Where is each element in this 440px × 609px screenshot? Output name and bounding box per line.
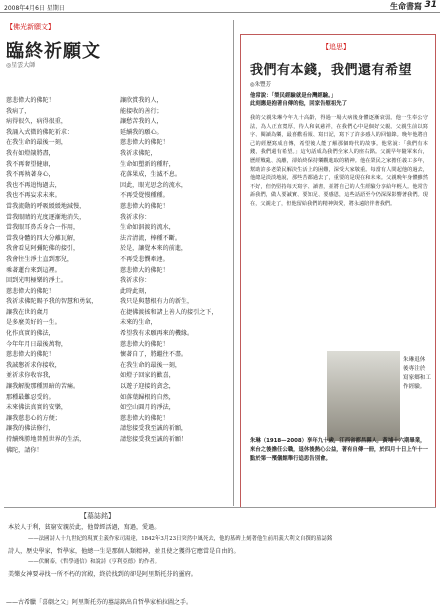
memorial-tag: 【追思】 (322, 43, 350, 51)
poem-line: 讓我慈悲心的方便； (6, 414, 61, 422)
poem-line: 我不再奢望健康， (6, 160, 55, 168)
poem-line: 當我眼睛的光度逐漸地消失， (6, 213, 86, 221)
article-author: ◎星雲大師 (6, 62, 36, 69)
epitaph-tag: 【墓誌銘】 (80, 512, 115, 520)
poem-line: 在我生命的最後一刻， (6, 139, 67, 147)
poem-line: 慈悲偉大的佛陀！ (120, 202, 169, 210)
poem-line: 不再受覺慢種種。 (120, 192, 169, 200)
poem-line: 生命如塑新的種籽， (120, 160, 175, 168)
poem-line: 回到光明極樂的淨土。 (6, 277, 67, 285)
poem-line: 不再受悲憫牽連。 (120, 255, 169, 263)
poem-line: 我也不再妄求未來。 (6, 192, 61, 200)
poem-line: 以遊子迎接的貪念， (120, 383, 175, 391)
poem-line: 我會往生淨土直到那兒， (6, 255, 74, 263)
essay-body: 我的父親朱琳今年九十高齡，得過一場大病後身體逐漸衰弱。他一生奉公守法，為人正直寬厚，待人和氣慈祥，在我們心中是個好父親。父親生前以寫字、閱讀為樂，最喜歡看報、寫日記，寫下了許多感人的回憶錄。晚年他將自己的經歷寫成自傳，希望後人能了解那個時代的故事。他常說：「我們有本錢，我們還有希望。」這句話成為我們全家人的座右銘。父親早年隨軍來台，歷經戰亂、流離，卻始終保持樂觀進取的精神。他在榮民之家擔任義工多年，幫助許多老榮民解決生活上的困難，深受大家敬重。每當有人問起他的過去，他總是淡淡地說，那些苦都過去了，重要的是現在和未來。父親晚年身體雖然不好，但仍堅持每天寫字、讀書，並將自己的人生經驗分享給年輕人。他常告訴我們，做人要誠實、要知足、要感恩，這些話語至今仍深深影響著我們。現在，父親走了，但他留給我們的精神與愛，將永遠陪伴著我們。 (250, 115, 428, 207)
poem-line: 在我生命的最後一刻， (120, 361, 181, 369)
section-tag: 【佛光新願文】 (6, 23, 55, 31)
poem-line: 未來的生命， (120, 319, 157, 327)
biography: 朱琳（1918—2008）享年九十歲，江西省都昌縣人，黃埔十六期畢業，來台之後擔任公職，退休後熱心公益，著有自傳一冊，於四月十日上午十一點於第一殯儀館舉行追思告別會。 (250, 438, 428, 463)
article-title: 臨終祈願文 (6, 41, 101, 62)
essay-intro: 他常說：「榮民經驗就是台灣經驗。」 此刻應是抱著自傳的他，回家告慰祖先了 (250, 93, 348, 107)
poem-line: 慈悲偉大的佛陀！ (6, 351, 55, 359)
poem-line: 延續我的願心。 (120, 128, 163, 136)
poem-line: 懷著自了，將繼往不盡。 (120, 351, 188, 359)
poem-line: 我祈求佛陀， (120, 149, 157, 157)
poem-line: 花落果成，生滅不息。 (120, 171, 181, 179)
poem-line: 慈悲偉大的佛陀！ (120, 139, 169, 147)
poem-line: 因此，眼光思念的流水， (120, 181, 188, 189)
essay-byline: ◎朱豐芳 (250, 82, 271, 88)
poem-line: 佛陀，請你！ (6, 446, 43, 454)
poem-line: 慈悲偉大的佛陀！ (120, 414, 169, 422)
poem-line: 此時此刻， (120, 287, 151, 295)
poem-line: 我祈求你： (120, 213, 151, 221)
epitaph-list: 本於人于利，貧窮安親於此，他曾經活過，寫過，愛過。 ——法國詩人十九世紀的現實主義作家司湯達，1842年3月23日突然中風死去，他的墓碑上刻著他生前用義大利文自撰的墓誌銘 詩人，歷史學家，哲學家，他總一生是那個人類精神，並且使之獲得它應當是自由的。 ——伏爾泰，《哲學通信》和說詩《亨利亞德》的作者。 美樂女神要尋找一所不朽的宮殿，終於找到的卻是阿里斯托芬的靈府。 (8, 524, 333, 579)
column-name: 生命書寫 (390, 2, 422, 11)
poem-line: 持續殊勝地普照世界的生活， (6, 436, 86, 443)
column-divider (233, 20, 234, 506)
poem-line: 慈悲偉大的佛陀！ (120, 340, 169, 348)
poem-line: 那種最難忍受的。 (6, 393, 55, 401)
poem-line: 我誠懇祈求你接收， (6, 361, 61, 369)
poem-line: 病得很久，病得很重， (6, 118, 67, 126)
poem-line: 讓愁苦我的人， (120, 118, 163, 126)
poem-line: 化作真實的佛法， (6, 330, 55, 338)
page-header (0, 0, 440, 13)
poem-line: 未來佛法真實的安樂， (6, 404, 67, 412)
poem-line: 當我身體的四大分離瓦解， (6, 234, 80, 242)
poem-line: 當我流動的呼吸緩緩地減慢， (6, 202, 86, 210)
poem-line: 希望我有求願再來的機緣。 (120, 330, 194, 338)
poem-column-2 (120, 96, 225, 446)
poem-line: 我會看見阿彌陀佛的接引， (6, 245, 80, 253)
poem-line: 慈悲偉大的佛陀！ (6, 97, 55, 104)
poem-column-1 (6, 96, 116, 456)
poem-line: 能接收的善行； (120, 107, 163, 115)
poem-line: 我病了， (6, 107, 31, 115)
poem-line: 我祈求你： (120, 277, 151, 285)
poem-line: 當我眼耳鼻舌身合一作用， (6, 224, 80, 232)
poem-line: 我祈求佛陀賜予我的智慧和勇氣， (6, 298, 98, 306)
issue-date: 2008年4月6日 星期日 (4, 5, 65, 12)
photo-caption: 朱琳退休 後專注於 寫家鄉和工 作經驗。 (403, 357, 431, 390)
poem-line: 在捷佛渡搖和諸上善人的接引之下， (120, 308, 218, 316)
poem-line: 我只是與慧根有力的新生， (120, 298, 194, 306)
poem-line: 讓欣賞我的人， (120, 97, 163, 104)
poem-line: 是多麼美好的一生。 (6, 319, 61, 327)
poem-line: 我不再執著身心， (6, 171, 55, 179)
poem-line: 並祈求你收容我， (6, 372, 55, 380)
epitaph-footer: ——古希臘「喜劇之父」阿里斯托芬的墓誌銘出自哲學家柏拉圖之手。 (6, 599, 193, 606)
poem-line: 我也不再追悔過去， (6, 181, 61, 189)
poem-line: 我誦入式微的佛陀祈求： (6, 128, 74, 136)
poem-line: 我有如燈燄將盡， (6, 149, 55, 157)
epitaph-divider (4, 507, 436, 508)
poem-line: 請您接受我至誠的祈願， (120, 425, 188, 433)
poem-line: 法音清流，棒種不斷。 (120, 234, 181, 242)
poem-line: 於是，讓覺本來的前進， (120, 245, 188, 253)
poem-line: 如落葉歸根的自然， (120, 393, 175, 401)
poem-line: 如空山圓月的淨法， (120, 404, 175, 412)
page-number: 31 (424, 0, 437, 10)
portrait-photo (327, 351, 400, 441)
poem-line: 讓我在世的歲月 (6, 308, 49, 316)
poem-line: 請您接受我至誠的祈願！ (120, 436, 188, 443)
poem-line: 慈悲偉大的佛陀！ (120, 266, 169, 274)
poem-line: 慈悲偉大的佛陀！ (6, 287, 55, 295)
poem-line: 讓我解脫那種黑暗的苦痛。 (6, 383, 80, 391)
poem-line: 讓我的佛法修行， (6, 425, 55, 433)
poem-line: 乘著蓮台來到這裡。 (6, 266, 61, 274)
essay-title: 我們有本錢，我們還有希望 (250, 63, 413, 78)
poem-line: 今年年月日最後萬物， (6, 340, 67, 348)
poem-line: 如燈子回家的歡喜， (120, 372, 175, 380)
poem-line: 生命如泅渡的流水， (120, 224, 175, 232)
